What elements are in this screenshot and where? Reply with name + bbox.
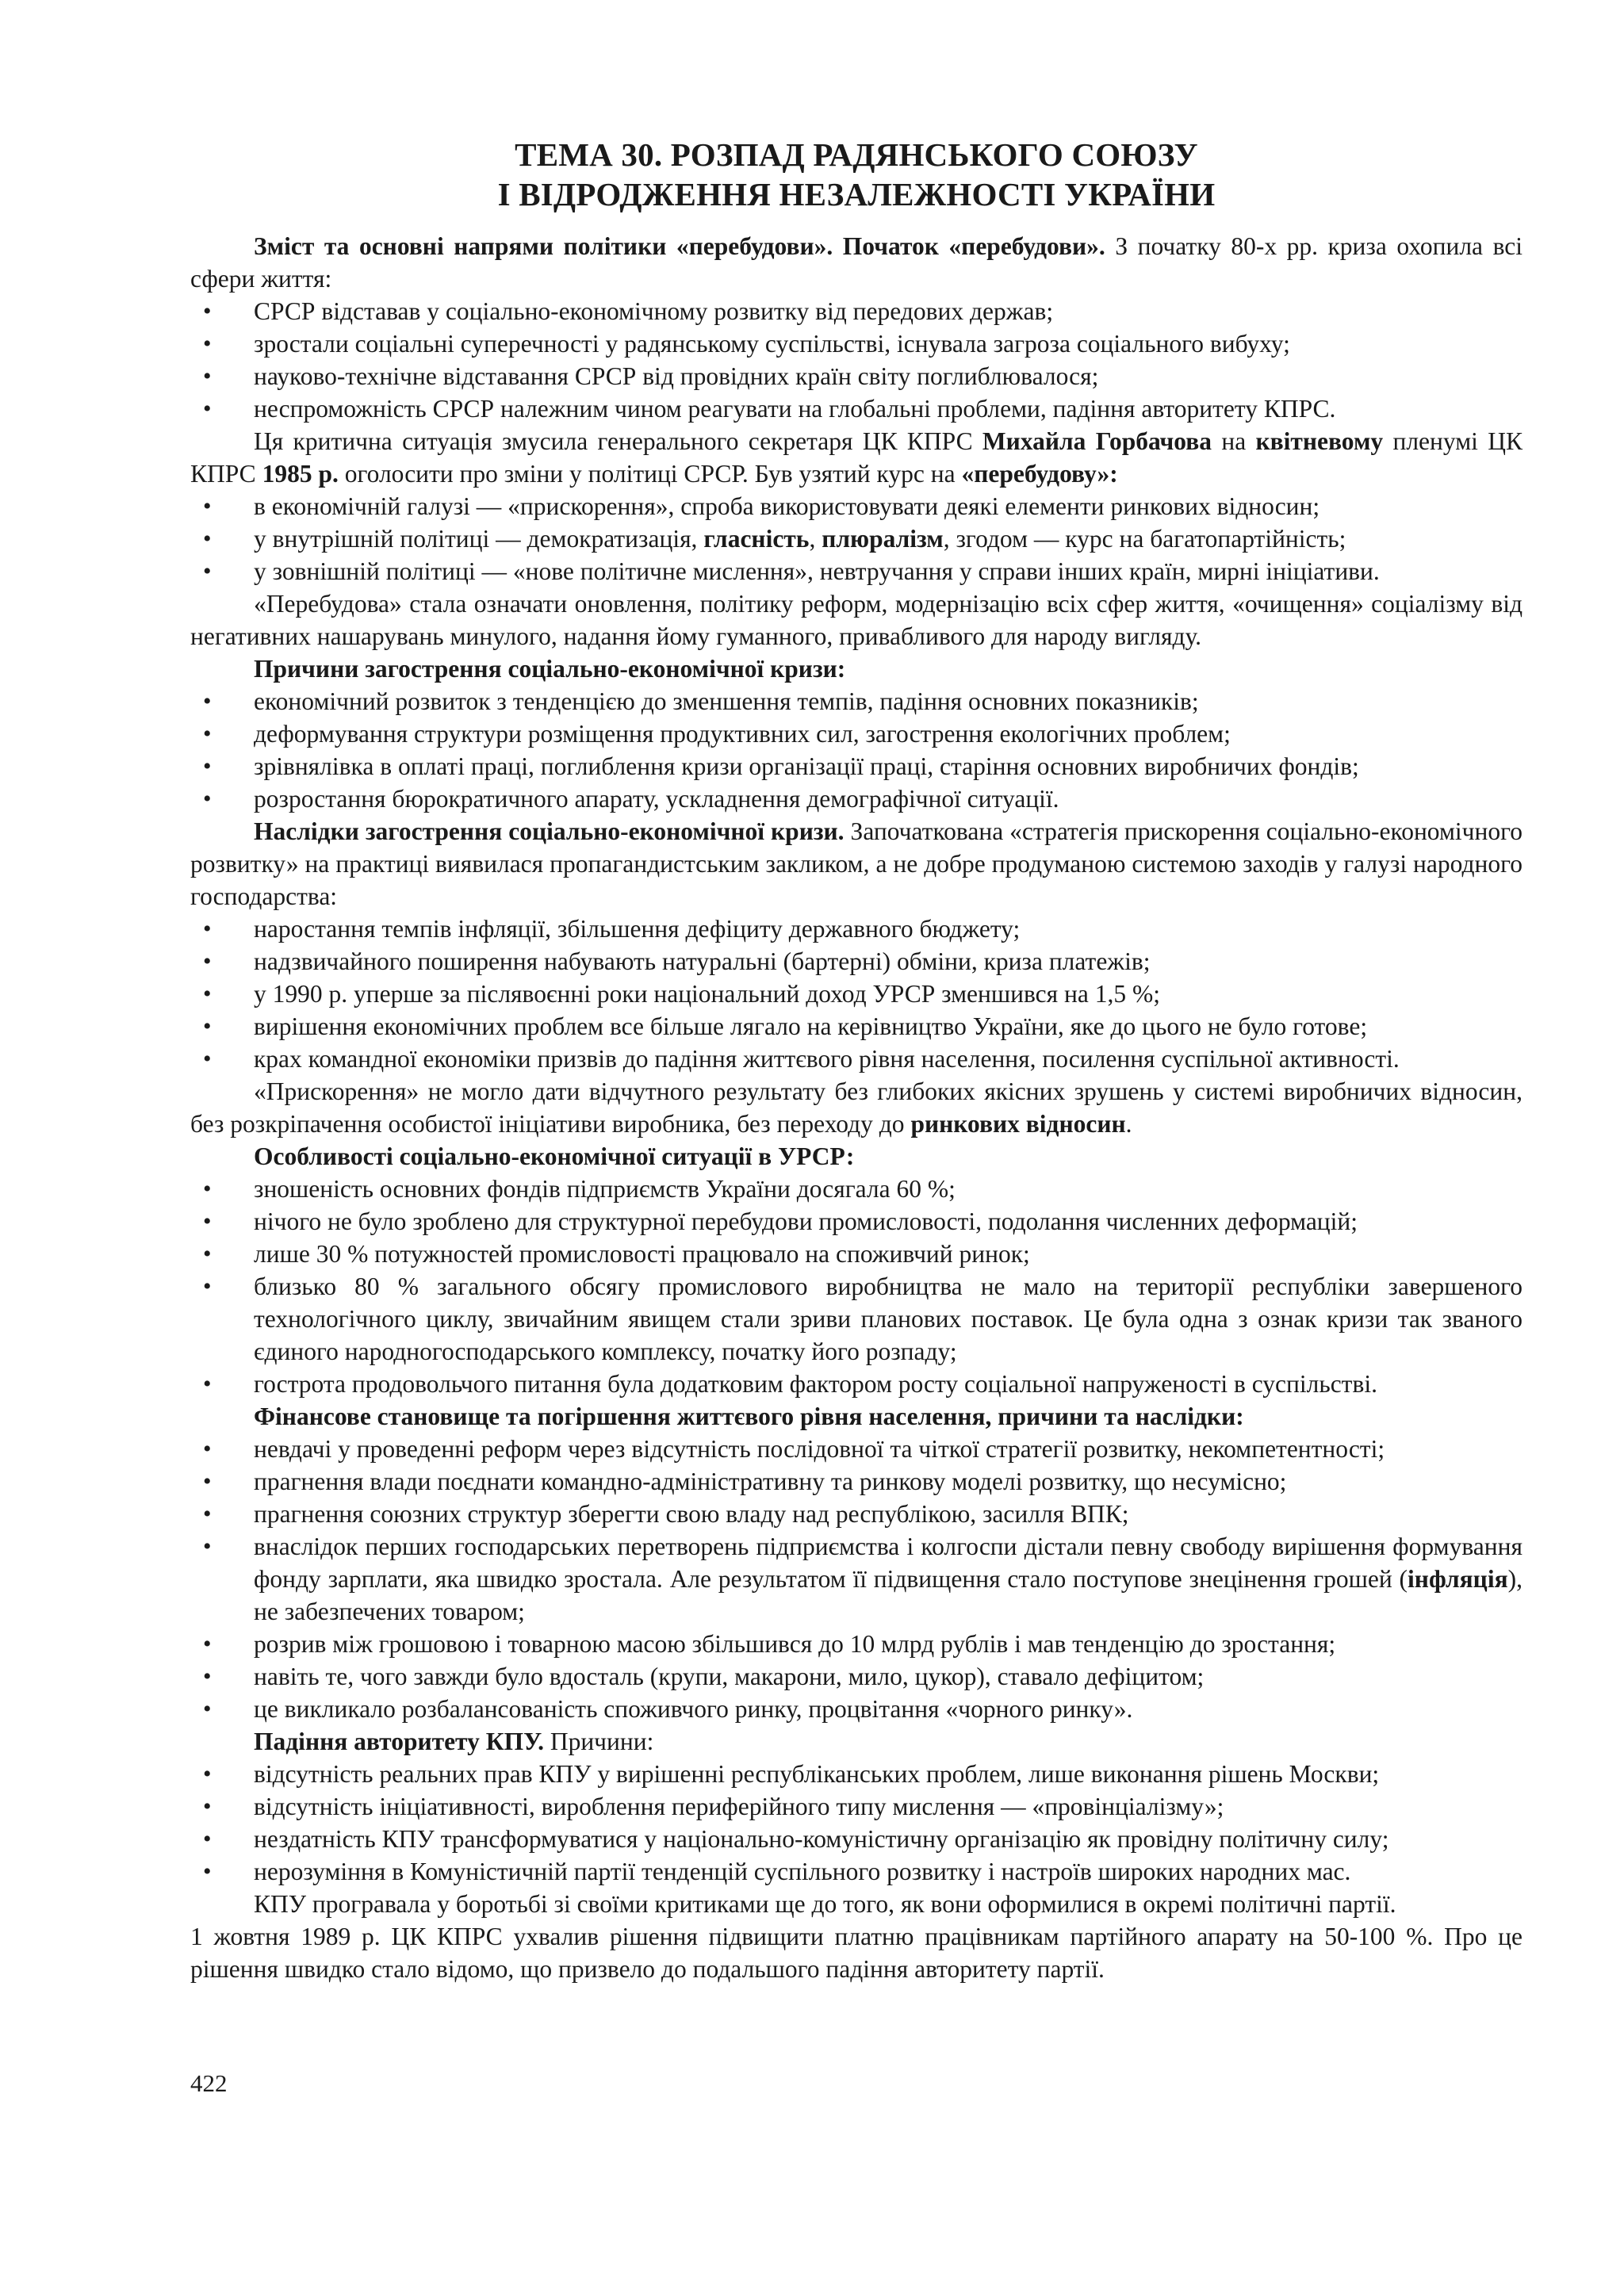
list-item: • відсутність реальних прав КПУ у вирішенні республіканських проблем, лише виконання рішень Москви; — [190, 1758, 1522, 1790]
causes-list — [190, 685, 1522, 815]
closing-paragraph-2: 1 жовтня 1989 р. ЦК КПРС ухвалив рішення підвищити платню працівникам партійного апарату на 50-100 %. Про це рішення швидко стало відомо, що призвело до подальшого падіння авторитету партії. — [190, 1923, 1522, 1983]
perestroika-meaning-paragraph: «Перебудова» стала означати оновлення, політику реформ, модернізацію всіх сфер життя, «очищення» соціалізму від негативних нашарувань минулого, надання йому гуманного, привабливого для народу вигляду. — [190, 590, 1522, 650]
list-item — [190, 1530, 1522, 1628]
title-line-1: ТЕМА 30. РОЗПАД РАДЯНСЬКОГО СОЮЗУ — [515, 136, 1198, 173]
text-run: Започаткована «стратегія прискорення соціально-економічного розвитку» на практиці виявилася пропагандистським закликом, а не добре продуманою системою заходів у галузі народного господарства: — [190, 817, 1522, 910]
list-item: • зношеність основних фондів підприємств України досягала 60 %; — [190, 1173, 1522, 1205]
text-run: на — [1212, 427, 1256, 455]
list-item: • вирішення економічних проблем все більше лягало на керівництво України, яке до цього не було готове; — [190, 1010, 1522, 1043]
list-item: • розрив між грошовою і товарною масою збільшився до 10 млрд рублів і мав тенденцію до зростання; — [190, 1628, 1522, 1660]
list-item: • навіть те, чого завжди було вдосталь (крупи, макарони, мило, цукор), ставало дефіцитом; — [190, 1660, 1522, 1693]
cpu-list — [190, 1758, 1522, 1888]
text-run: «Прискорення» не могло дати відчутного результату без глибоких якісних зрушень у системі виробничих відносин, без розкріпачення особистої ініціативи виробника, без переходу до — [190, 1077, 1522, 1138]
bold-run: «перебудову»: — [961, 460, 1118, 488]
list-item: • нічого не було зроблено для структурної перебудови промисловості, подолання численних деформацій; — [190, 1205, 1522, 1238]
list-item: • прагнення союзних структур зберегти свою владу над республікою, засилля ВПК; — [190, 1498, 1522, 1530]
closing-paragraph-1: КПУ програвала у боротьбі зі своїми критиками ще до того, як вони оформилися в окремі політичні партії. — [254, 1890, 1396, 1918]
crisis-list — [190, 295, 1522, 425]
list-item: • невдачі у проведенні реформ через відсутність послідовної та чіткої стратегії розвитку, некомпетентності; — [190, 1433, 1522, 1465]
list-item: • надзвичайного поширення набувають натуральні (бартерні) обміни, криза платежів; — [190, 945, 1522, 978]
bold-run: 1985 р. — [262, 460, 339, 488]
list-item: • науково-технічне відставання СРСР від провідних країн світу поглиблювалося; — [190, 360, 1522, 392]
list-item: • прагнення влади поєднати командно-адміністративну та ринкову моделі розвитку, що несумісно; — [190, 1465, 1522, 1498]
cpu-paragraph — [190, 1725, 1522, 1758]
list-item: • лише 30 % потужностей промисловості працювало на споживчий ринок; — [190, 1238, 1522, 1270]
list-item: • відсутність ініціативності, вироблення периферійного типу мислення — «провінціалізму»; — [190, 1790, 1522, 1823]
acceleration-paragraph — [190, 1075, 1522, 1140]
features-list — [190, 1173, 1522, 1400]
cpu-heading: Падіння авторитету КПУ. — [254, 1728, 544, 1755]
bold-run: гласність — [703, 525, 810, 553]
bold-run: плюралізм — [822, 525, 944, 553]
text-run: . — [1125, 1110, 1132, 1138]
bold-run: квітневому — [1255, 427, 1384, 455]
finance-heading: Фінансове становище та погіршення життєвого рівня населення, причини та наслідки: — [254, 1402, 1244, 1430]
list-item: • це викликало розбалансованість споживчого ринку, процвітання «чорного ринку». — [190, 1693, 1522, 1725]
text-run: Ця критична ситуація змусила генерального секретаря ЦК КПРС — [254, 427, 982, 455]
list-item: • зростали соціальні суперечності у радянському суспільстві, існувала загроза соціального вибуху; — [190, 327, 1522, 360]
text-run: у внутрішній політиці — демократизація, — [254, 525, 704, 553]
text-run: Причини: — [543, 1728, 654, 1755]
bold-run: інфляція — [1408, 1565, 1508, 1593]
list-item: • крах командної економіки призвів до падіння життєвого рівня населення, посилення суспільної активності. — [190, 1043, 1522, 1075]
bold-run: Михайла Горбачова — [982, 427, 1212, 455]
list-item: • нерозуміння в Комуністичній партії тенденцій суспільного розвитку і настроїв широких народних мас. — [190, 1855, 1522, 1888]
list-item: • у 1990 р. уперше за післявоєнні роки національний доход УРСР зменшився на 1,5 %; — [190, 978, 1522, 1010]
consequences-list — [190, 913, 1522, 1075]
list-item: • зрівнялівка в оплаті праці, поглиблення кризи організації праці, старіння основних виробничих фондів; — [190, 750, 1522, 783]
list-item: • неспроможність СРСР належним чином реагувати на глобальні проблеми, падіння авторитету КПРС. — [190, 392, 1522, 425]
list-item: • у зовнішній політиці — «нове політичне мислення», невтручання у справи інших країн, мирні ініціативи. — [190, 555, 1522, 587]
text-run: оголосити про зміни у політиці СРСР. Був узятий курс на — [338, 460, 962, 488]
consequences-paragraph — [190, 815, 1522, 913]
intro-heading: Зміст та основні напрями політики «перебудови». Початок «перебудови». — [254, 232, 1105, 260]
bold-run: ринкових відносин — [910, 1110, 1126, 1138]
list-item: • СРСР відставав у соціально-економічному розвитку від передових держав; — [190, 295, 1522, 327]
features-heading: Особливості соціально-економічної ситуації в УРСР: — [254, 1142, 855, 1170]
list-item: • в економічній галузі — «прискорення», спроба використовувати деякі елементи ринкових відносин; — [190, 490, 1522, 522]
intro-paragraph — [190, 230, 1522, 295]
perestroika-list — [190, 490, 1522, 587]
page-title — [190, 135, 1522, 214]
list-item: • близько 80 % загального обсягу промислового виробництва не мало на території республіки завершеного технологічного циклу, звичайним явищем стали зриви планових поставок. Це була одна з ознак кризи так званого єдиного народногосподарського комплексу, початку його розпаду; — [190, 1270, 1522, 1368]
list-item: • деформування структури розміщення продуктивних сил, загострення екологічних проблем; — [190, 718, 1522, 750]
text-run: ), не забезпечених товаром; — [254, 1565, 1522, 1625]
list-item: • розростання бюрократичного апарату, ускладнення демографічної ситуації. — [190, 783, 1522, 815]
text-run: , — [809, 525, 822, 553]
intro-text: З початку 80-х рр. криза охопила всі сфери життя: — [190, 232, 1522, 293]
text-run: внаслідок перших господарських перетворень підприємства і колгоспи дістали певну свободу вирішення формування фонду зарплати, яка швидко зростала. Але результатом її підвищення стало поступове знецінення грошей ( — [254, 1533, 1522, 1593]
gorbachev-paragraph — [190, 425, 1522, 490]
list-item: • нездатність КПУ трансформуватися у національно-комуністичну організацію як провідну політичну силу; — [190, 1823, 1522, 1855]
list-item: • економічний розвиток з тенденцією до зменшення темпів, падіння основних показників; — [190, 685, 1522, 718]
causes-heading: Причини загострення соціально-економічної кризи: — [254, 655, 846, 683]
text-run: пленумі ЦК КПРС — [190, 427, 1522, 488]
page-number: 422 — [190, 2069, 228, 2097]
consequences-heading: Наслідки загострення соціально-економічної кризи. — [254, 817, 845, 845]
list-item — [190, 522, 1522, 555]
title-line-2: І ВІДРОДЖЕННЯ НЕЗАЛЕЖНОСТІ УКРАЇНИ — [497, 176, 1216, 212]
list-item: • наростання темпів інфляції, збільшення дефіциту державного бюджету; — [190, 913, 1522, 945]
document-page — [190, 135, 1522, 1985]
list-item: • гострота продовольчого питання була додатковим фактором росту соціальної напруженості в суспільстві. — [190, 1368, 1522, 1400]
text-run: , згодом — курс на багатопартійність; — [943, 525, 1346, 553]
finance-list — [190, 1433, 1522, 1725]
